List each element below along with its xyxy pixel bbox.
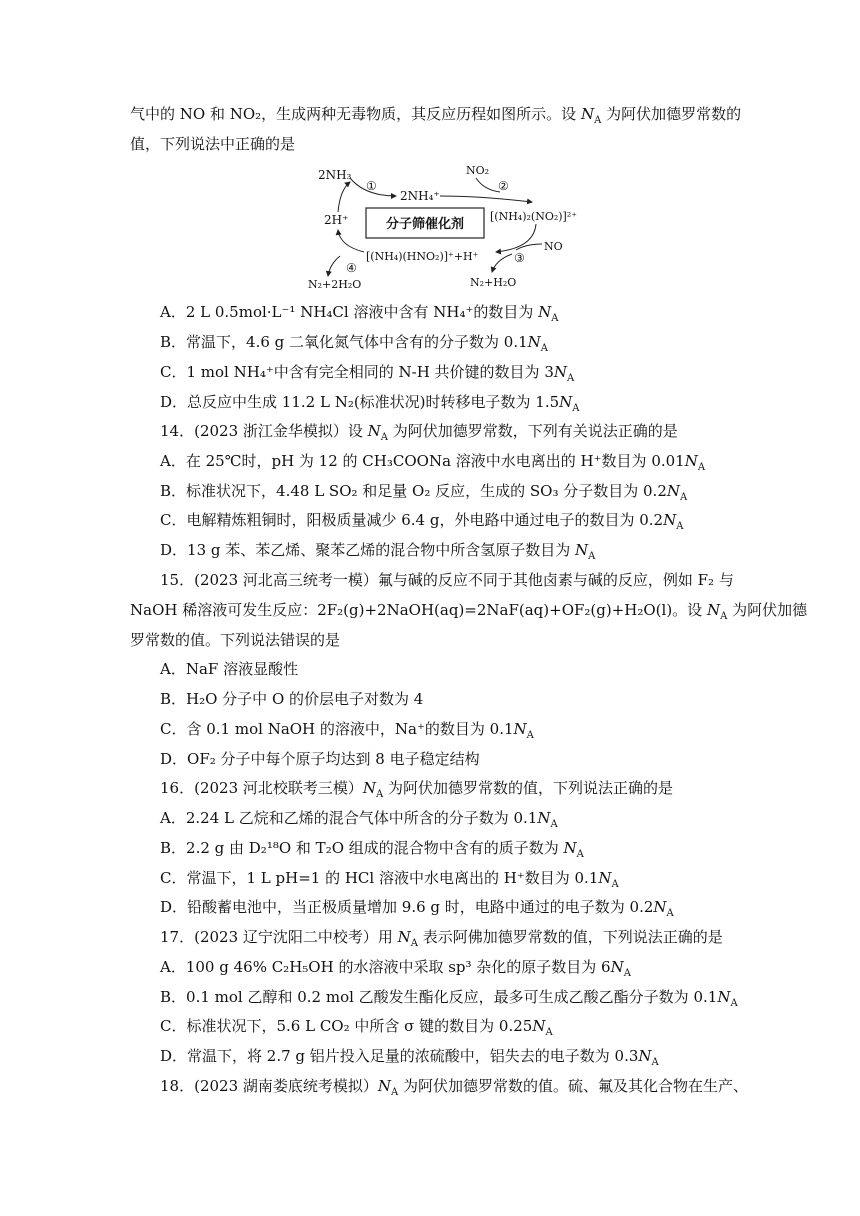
step-1-label: ① <box>366 179 377 193</box>
q15-option-b: B．H₂O 分子中 O 的价层电子对数为 4 <box>160 690 424 708</box>
species-complex-2: [(NH₄)(HNO₂)]⁺+H⁺ <box>366 250 479 263</box>
arrow-step-2 <box>440 196 532 202</box>
q17-option-d: D．常温下，将 2.7 g 铝片投入足量的浓硫酸中，铝失去的电子数为 $0.3N_A$ <box>160 1047 659 1068</box>
q13-option-b: B．常温下，4.6 g 二氧化氮气体中含有的分子数为 $0.1N_A$ <box>160 333 549 354</box>
q14-option-a: A．在 25℃时，pH 为 12 的 CH₃COONa 溶液中水电离出的 H⁺数目为 $0.01N_A$ <box>160 452 706 473</box>
intro-line-2: 值，下列说法中正确的是 <box>130 135 296 153</box>
product-step-3: N₂+H₂O <box>470 276 517 289</box>
arrow-step-4 <box>338 230 364 252</box>
step-2-label: ② <box>498 179 509 193</box>
product-step-4: N₂+2H₂O <box>308 278 362 291</box>
q15-stem-line-3: 罗常数的值。下列说法错误的是 <box>130 631 341 649</box>
q15-option-c: C．含 0.1 mol NaOH 的溶液中，Na⁺的数目为 $0.1N_A$ <box>160 720 534 741</box>
species-no2: NO₂ <box>466 164 490 177</box>
catalyst-label: 分子筛催化剂 <box>385 217 465 232</box>
species-2h: 2H⁺ <box>324 213 349 227</box>
q16-option-d: D．铅酸蓄电池中，当正极质量增加 9.6 g 时，电路中通过的电子数为 $0.2N_A$ <box>160 898 674 919</box>
arrow-2h-return <box>338 182 350 212</box>
q15-stem-line-2: NaOH 稀溶液可发生反应：2F₂(g)+2NaOH(aq)=2NaF(aq)+OF₂(g)+H₂O(l)。设 $N_A$ 为阿伏加德 <box>130 601 808 622</box>
q17-option-a: A．100 g 46% C₂H₅OH 的水溶液中采取 sp³ 杂化的原子数目为 $6N_A$ <box>160 958 631 979</box>
intro-line-1: 气中的 NO 和 NO₂，生成两种无毒物质，其反应历程如图所示。设 $N_A$ 为阿伏加德罗常数的 <box>130 105 742 126</box>
q17-stem: 17．(2023 辽宁沈阳二中校考）用 $N_A$ 表示阿佛加德罗常数的值，下列说法正确的是 <box>160 928 723 949</box>
arrow-no-in <box>516 244 542 250</box>
q17-option-b: B．0.1 mol 乙醇和 0.2 mol 乙酸发生酯化反应，最多可生成乙酸乙酯分子数为 $0.1N_A$ <box>160 988 738 1009</box>
q14-stem: 14．(2023 浙江金华模拟）设 $N_A$ 为阿伏加德罗常数，下列有关说法正确的是 <box>160 422 678 443</box>
q13-option-a: A．2 L 0.5mol·L⁻¹ NH₄Cl 溶液中含有 NH₄⁺的数目为 $N_A$ <box>160 303 559 324</box>
q15-option-d: D．OF₂ 分子中每个原子均达到 8 电子稳定结构 <box>160 750 480 768</box>
species-no: NO <box>544 240 563 253</box>
arrow-step-3 <box>496 224 536 252</box>
q14-option-b: B．标准状况下，4.48 L SO₂ 和足量 O₂ 反应，生成的 SO₃ 分子数目为 $0.2N_A$ <box>160 482 688 503</box>
reaction-mechanism-diagram <box>300 160 600 296</box>
q18-stem: 18．(2023 湖南娄底统考模拟）$N_A$ 为阿伏加德罗常数的值。硫、氟及其化合物在生产、 <box>160 1077 749 1098</box>
q16-option-b: B．2.2 g 由 D₂¹⁸O 和 T₂O 组成的混合物中含有的质子数为 $N_A$ <box>160 839 584 860</box>
q14-option-d: D．13 g 苯、苯乙烯、聚苯乙烯的混合物中所含氢原子数目为 $N_A$ <box>160 541 596 562</box>
q16-option-c: C．常温下，1 L pH=1 的 HCl 溶液中水电离出的 H⁺数目为 $0.1N_A$ <box>160 869 619 890</box>
step-3-label: ③ <box>514 251 525 265</box>
q17-option-c: C．标准状况下，5.6 L CO₂ 中所含 σ 键的数目为 $0.25N_A$ <box>160 1017 553 1038</box>
q16-option-a: A．2.24 L 乙烷和乙烯的混合气体中所含的分子数为 $0.1N_A$ <box>160 809 558 830</box>
q16-stem: 16．(2023 河北校联考三模）$N_A$ 为阿伏加德罗常数的值，下列说法正确的是 <box>160 779 674 800</box>
q14-option-c: C．电解精炼粗铜时，阳极质量减少 6.4 g，外电路中通过电子的数目为 $0.2N_A$ <box>160 511 684 532</box>
species-2nh3: 2NH₃ <box>318 168 352 182</box>
arrow-no2-in <box>476 178 500 192</box>
q15-option-a: A．NaF 溶液显酸性 <box>160 660 299 678</box>
arrow-n2h2o-out <box>492 254 512 272</box>
step-4-label: ④ <box>346 261 357 275</box>
q13-option-d: D．总反应中生成 11.2 L N₂(标准状况)时转移电子数为 $1.5N_A$ <box>160 393 580 414</box>
species-complex-1: [(NH₄)₂(NO₂)]²⁺ <box>490 210 578 223</box>
q13-option-c: C．1 mol NH₄⁺中含有完全相同的 N-H 共价键的数目为 $3N_A$ <box>160 363 575 384</box>
q15-stem-line-1: 15．(2023 河北高三统考一模）氟与碱的反应不同于其他卤素与碱的反应，例如 F₂ 与 <box>160 571 734 589</box>
species-2nh4: 2NH₄⁺ <box>400 189 440 203</box>
arrow-n2-2h2o-out <box>328 256 340 276</box>
